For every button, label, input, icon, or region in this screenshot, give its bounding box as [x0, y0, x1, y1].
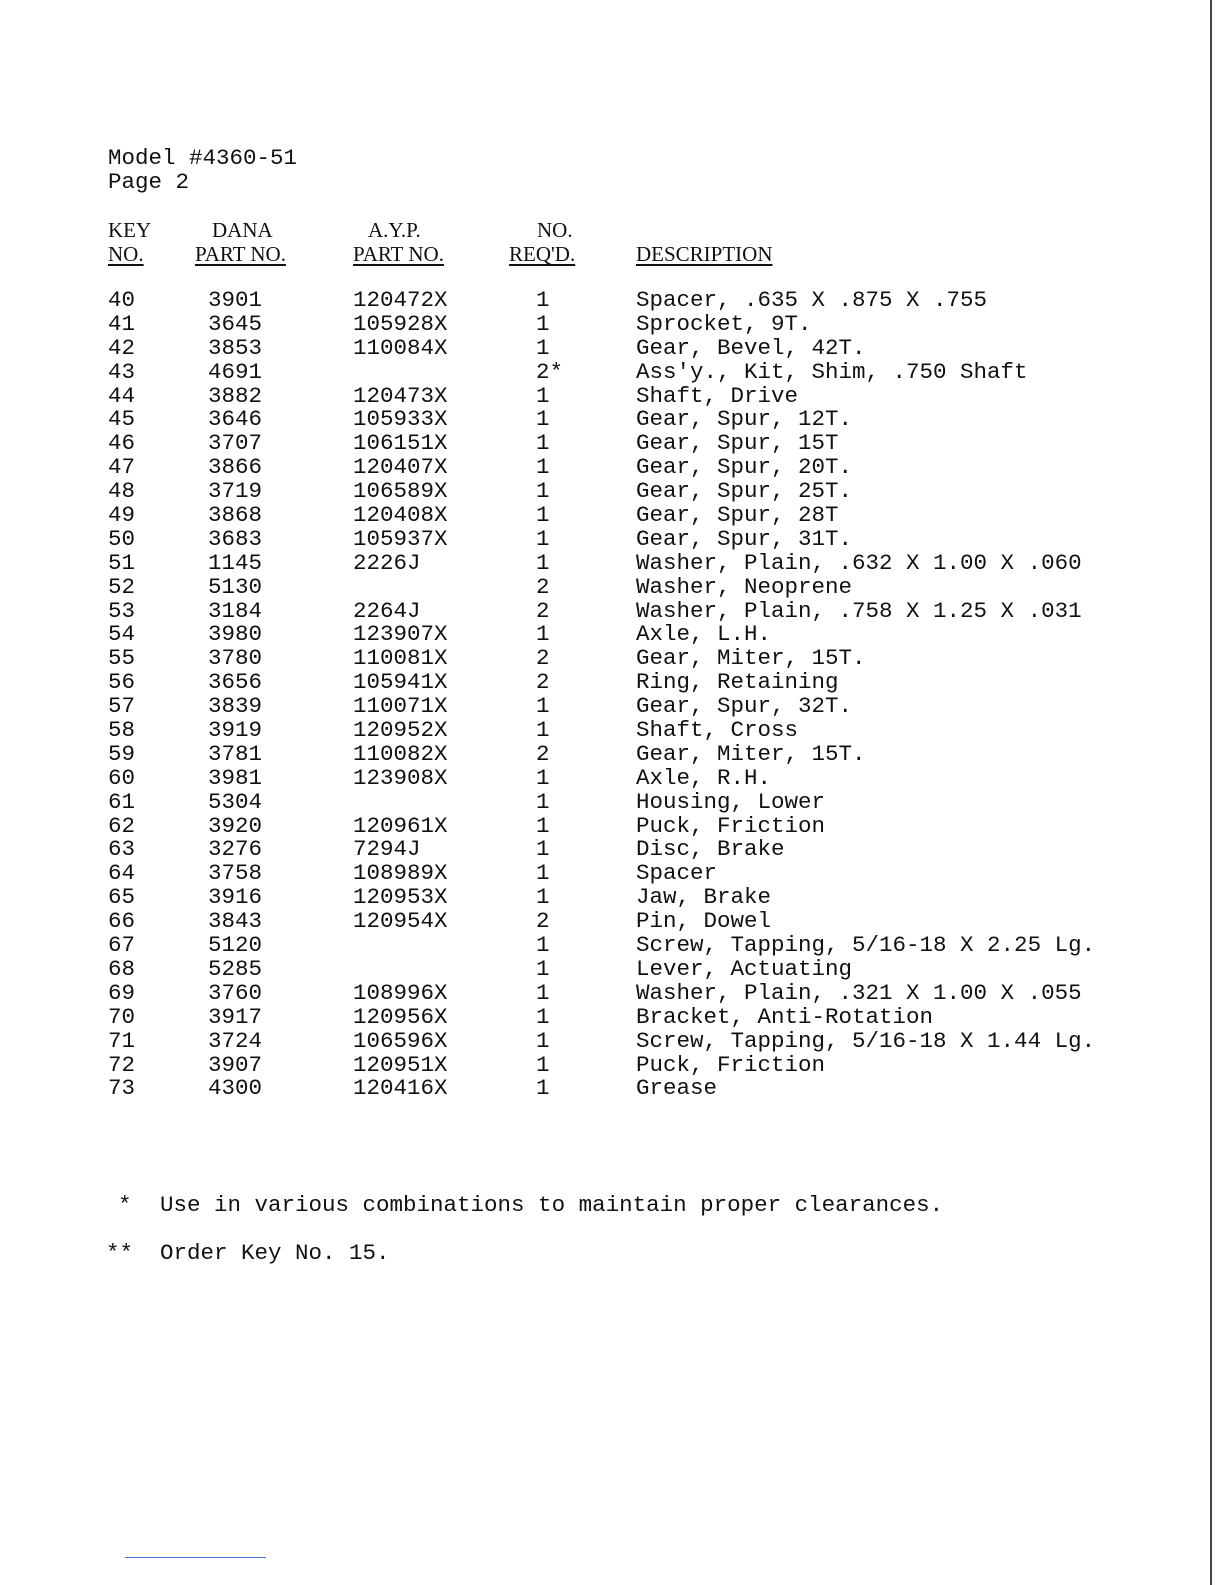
ayp-part-no-cell: 120408X	[353, 502, 448, 529]
table-row	[0, 1029, 1225, 1053]
qty-required-cell: 1	[536, 812, 550, 839]
key-no-cell: 44	[108, 382, 136, 409]
qty-required-cell: 1	[536, 1075, 550, 1102]
ayp-part-no-cell: 120407X	[353, 454, 448, 481]
qty-required-cell: 1	[536, 717, 550, 744]
key-no-cell: 46	[108, 430, 136, 457]
key-no-cell: 51	[108, 549, 136, 576]
key-no-cell: 60	[108, 764, 136, 791]
qty-required-cell: 1	[536, 1051, 550, 1078]
header-dana-line2: PART NO.	[195, 242, 286, 266]
dana-part-no-cell: 3184	[208, 597, 263, 624]
ayp-part-no-cell: 110082X	[353, 740, 448, 767]
key-no-cell: 68	[108, 955, 136, 982]
qty-required-cell: 1	[536, 764, 550, 791]
key-no-cell: 71	[108, 1027, 136, 1054]
ayp-part-no-cell: 120472X	[353, 287, 448, 313]
scan-mark-line	[125, 1557, 266, 1558]
qty-required-cell: 2*	[536, 358, 564, 385]
dana-part-no-cell: 3916	[208, 884, 263, 911]
dana-part-no-cell: 3882	[208, 382, 263, 409]
qty-required-cell: 1	[536, 693, 550, 720]
qty-required-cell: 1	[536, 549, 550, 576]
table-row	[0, 1005, 1225, 1029]
dana-part-no-cell: 4691	[208, 358, 263, 385]
table-row	[0, 336, 1225, 360]
description-cell: Ass'y., Kit, Shim, .750 Shaft	[636, 358, 1028, 385]
table-row	[0, 694, 1225, 718]
table-row	[0, 288, 1225, 312]
description-cell: Screw, Tapping, 5/16-18 X 2.25 Lg.	[636, 932, 1096, 959]
header-key-line1: KEY	[108, 218, 152, 242]
key-no-cell: 59	[108, 740, 136, 767]
ayp-part-no-cell: 123908X	[353, 764, 448, 791]
description-cell: Pin, Dowel	[636, 908, 772, 935]
qty-required-cell: 1	[536, 478, 550, 505]
ayp-part-no-cell: 2226J	[353, 549, 421, 576]
ayp-part-no-cell: 120416X	[353, 1075, 448, 1102]
table-row	[0, 622, 1225, 646]
key-no-cell: 66	[108, 908, 136, 935]
dana-part-no-cell: 3724	[208, 1027, 263, 1054]
header-ayp-line1: A.Y.P.	[368, 218, 421, 242]
description-cell: Gear, Miter, 15T.	[636, 645, 866, 672]
key-no-cell: 50	[108, 525, 136, 552]
description-cell: Sprocket, 9T.	[636, 310, 812, 337]
dana-part-no-cell: 3868	[208, 502, 263, 529]
description-cell: Jaw, Brake	[636, 884, 772, 911]
table-row	[0, 766, 1225, 790]
key-no-cell: 49	[108, 502, 136, 529]
table-row	[0, 861, 1225, 885]
key-no-cell: 45	[108, 406, 136, 433]
description-cell: Axle, R.H.	[636, 764, 772, 791]
dana-part-no-cell: 3917	[208, 1003, 263, 1030]
qty-required-cell: 2	[536, 908, 550, 935]
key-no-cell: 47	[108, 454, 136, 481]
header-req-line2: REQ'D.	[509, 242, 576, 266]
table-row	[0, 742, 1225, 766]
page-number: Page 2	[108, 169, 190, 195]
qty-required-cell: 1	[536, 884, 550, 911]
dana-part-no-cell: 3901	[208, 287, 263, 313]
description-cell: Gear, Spur, 25T.	[636, 478, 853, 505]
description-cell: Disc, Brake	[636, 836, 785, 863]
table-row	[0, 790, 1225, 814]
ayp-part-no-cell: 106151X	[353, 430, 448, 457]
ayp-part-no-cell: 120953X	[353, 884, 448, 911]
table-row	[0, 670, 1225, 694]
table-row	[0, 646, 1225, 670]
ayp-part-no-cell: 120954X	[353, 908, 448, 935]
ayp-part-no-cell: 120473X	[353, 382, 448, 409]
table-row	[0, 360, 1225, 384]
qty-required-cell: 1	[536, 502, 550, 529]
dana-part-no-cell: 5304	[208, 788, 263, 815]
key-no-cell: 40	[108, 287, 136, 313]
key-no-cell: 65	[108, 884, 136, 911]
header-key-line2: NO.	[108, 242, 144, 266]
ayp-part-no-cell: 105941X	[353, 669, 448, 696]
key-no-cell: 67	[108, 932, 136, 959]
key-no-cell: 42	[108, 334, 136, 361]
key-no-cell: 54	[108, 621, 136, 648]
description-cell: Bracket, Anti-Rotation	[636, 1003, 934, 1030]
description-cell: Gear, Miter, 15T.	[636, 740, 866, 767]
description-cell: Washer, Plain, .632 X 1.00 X .060	[636, 549, 1082, 576]
dana-part-no-cell: 3758	[208, 860, 263, 887]
ayp-part-no-cell: 120951X	[353, 1051, 448, 1078]
dana-part-no-cell: 5130	[208, 573, 263, 600]
footnote-mark: **	[106, 1240, 134, 1266]
model-number: Model #4360-51	[108, 145, 298, 171]
footnote-text: Order Key No. 15.	[160, 1240, 390, 1266]
ayp-part-no-cell: 123907X	[353, 621, 448, 648]
description-cell: Gear, Spur, 12T.	[636, 406, 853, 433]
dana-part-no-cell: 3839	[208, 693, 263, 720]
parts-table	[0, 288, 1225, 1100]
dana-part-no-cell: 3646	[208, 406, 263, 433]
qty-required-cell: 1	[536, 955, 550, 982]
table-row	[0, 551, 1225, 575]
ayp-part-no-cell: 110081X	[353, 645, 448, 672]
ayp-part-no-cell: 105933X	[353, 406, 448, 433]
dana-part-no-cell: 3656	[208, 669, 263, 696]
key-no-cell: 48	[108, 478, 136, 505]
qty-required-cell: 1	[536, 430, 550, 457]
table-row	[0, 1076, 1225, 1100]
qty-required-cell: 1	[536, 310, 550, 337]
description-cell: Spacer, .635 X .875 X .755	[636, 287, 988, 313]
key-no-cell: 41	[108, 310, 136, 337]
qty-required-cell: 2	[536, 597, 550, 624]
table-row	[0, 384, 1225, 408]
qty-required-cell: 1	[536, 382, 550, 409]
ayp-part-no-cell: 7294J	[353, 836, 421, 863]
dana-part-no-cell: 3719	[208, 478, 263, 505]
qty-required-cell: 2	[536, 573, 550, 600]
key-no-cell: 73	[108, 1075, 136, 1102]
key-no-cell: 61	[108, 788, 136, 815]
description-cell: Axle, L.H.	[636, 621, 772, 648]
qty-required-cell: 1	[536, 525, 550, 552]
header-req-line1: NO.	[537, 218, 573, 242]
table-row	[0, 718, 1225, 742]
table-row	[0, 837, 1225, 861]
header-description: DESCRIPTION	[636, 242, 773, 266]
description-cell: Washer, Plain, .758 X 1.25 X .031	[636, 597, 1082, 624]
dana-part-no-cell: 3645	[208, 310, 263, 337]
table-row	[0, 455, 1225, 479]
key-no-cell: 53	[108, 597, 136, 624]
description-cell: Spacer	[636, 860, 718, 887]
description-cell: Screw, Tapping, 5/16-18 X 1.44 Lg.	[636, 1027, 1096, 1054]
table-row	[0, 479, 1225, 503]
table-row	[0, 575, 1225, 599]
dana-part-no-cell: 3276	[208, 836, 263, 863]
ayp-part-no-cell: 120961X	[353, 812, 448, 839]
qty-required-cell: 1	[536, 454, 550, 481]
description-cell: Gear, Spur, 20T.	[636, 454, 853, 481]
key-no-cell: 72	[108, 1051, 136, 1078]
dana-part-no-cell: 3843	[208, 908, 263, 935]
key-no-cell: 58	[108, 717, 136, 744]
dana-part-no-cell: 3683	[208, 525, 263, 552]
description-cell: Washer, Neoprene	[636, 573, 853, 600]
description-cell: Housing, Lower	[636, 788, 826, 815]
dana-part-no-cell: 3980	[208, 621, 263, 648]
ayp-part-no-cell: 105937X	[353, 525, 448, 552]
ayp-part-no-cell: 106596X	[353, 1027, 448, 1054]
key-no-cell: 62	[108, 812, 136, 839]
description-cell: Lever, Actuating	[636, 955, 853, 982]
dana-part-no-cell: 3866	[208, 454, 263, 481]
table-row	[0, 431, 1225, 455]
qty-required-cell: 2	[536, 645, 550, 672]
key-no-cell: 56	[108, 669, 136, 696]
description-cell: Shaft, Cross	[636, 717, 799, 744]
table-row	[0, 407, 1225, 431]
table-row	[0, 909, 1225, 933]
description-cell: Puck, Friction	[636, 812, 826, 839]
dana-part-no-cell: 3781	[208, 740, 263, 767]
table-row	[0, 599, 1225, 623]
qty-required-cell: 1	[536, 932, 550, 959]
table-row	[0, 885, 1225, 909]
table-row	[0, 814, 1225, 838]
description-cell: Gear, Spur, 32T.	[636, 693, 853, 720]
description-cell: Gear, Spur, 31T.	[636, 525, 853, 552]
dana-part-no-cell: 5285	[208, 955, 263, 982]
dana-part-no-cell: 3919	[208, 717, 263, 744]
ayp-part-no-cell: 108996X	[353, 979, 448, 1006]
key-no-cell: 55	[108, 645, 136, 672]
qty-required-cell: 1	[536, 1027, 550, 1054]
qty-required-cell: 2	[536, 669, 550, 696]
description-cell: Gear, Bevel, 42T.	[636, 334, 866, 361]
qty-required-cell: 2	[536, 740, 550, 767]
dana-part-no-cell: 3760	[208, 979, 263, 1006]
dana-part-no-cell: 3707	[208, 430, 263, 457]
qty-required-cell: 1	[536, 1003, 550, 1030]
dana-part-no-cell: 5120	[208, 932, 263, 959]
ayp-part-no-cell: 110084X	[353, 334, 448, 361]
ayp-part-no-cell: 2264J	[353, 597, 421, 624]
dana-part-no-cell: 3853	[208, 334, 263, 361]
key-no-cell: 69	[108, 979, 136, 1006]
table-row	[0, 1053, 1225, 1077]
description-cell: Puck, Friction	[636, 1051, 826, 1078]
description-cell: Washer, Plain, .321 X 1.00 X .055	[636, 979, 1082, 1006]
description-cell: Grease	[636, 1075, 718, 1102]
dana-part-no-cell: 4300	[208, 1075, 263, 1102]
ayp-part-no-cell: 120952X	[353, 717, 448, 744]
header-dana-line1: DANA	[212, 218, 273, 242]
description-cell: Gear, Spur, 15T	[636, 430, 839, 457]
qty-required-cell: 1	[536, 621, 550, 648]
key-no-cell: 70	[108, 1003, 136, 1030]
ayp-part-no-cell: 108989X	[353, 860, 448, 887]
qty-required-cell: 1	[536, 287, 550, 313]
table-row	[0, 957, 1225, 981]
key-no-cell: 43	[108, 358, 136, 385]
dana-part-no-cell: 1145	[208, 549, 263, 576]
ayp-part-no-cell: 106589X	[353, 478, 448, 505]
table-row	[0, 527, 1225, 551]
key-no-cell: 57	[108, 693, 136, 720]
footnote-text: Use in various combinations to maintain proper clearances.	[160, 1192, 944, 1218]
qty-required-cell: 1	[536, 334, 550, 361]
table-row	[0, 933, 1225, 957]
key-no-cell: 52	[108, 573, 136, 600]
qty-required-cell: 1	[536, 788, 550, 815]
ayp-part-no-cell: 110071X	[353, 693, 448, 720]
key-no-cell: 63	[108, 836, 136, 863]
header-ayp-line2: PART NO.	[353, 242, 444, 266]
qty-required-cell: 1	[536, 860, 550, 887]
ayp-part-no-cell: 120956X	[353, 1003, 448, 1030]
table-row	[0, 981, 1225, 1005]
dana-part-no-cell: 3920	[208, 812, 263, 839]
qty-required-cell: 1	[536, 979, 550, 1006]
description-cell: Gear, Spur, 28T	[636, 502, 839, 529]
dana-part-no-cell: 3981	[208, 764, 263, 791]
description-cell: Ring, Retaining	[636, 669, 839, 696]
dana-part-no-cell: 3780	[208, 645, 263, 672]
dana-part-no-cell: 3907	[208, 1051, 263, 1078]
ayp-part-no-cell: 105928X	[353, 310, 448, 337]
qty-required-cell: 1	[536, 836, 550, 863]
table-row	[0, 312, 1225, 336]
table-row	[0, 503, 1225, 527]
footnote-mark: *	[118, 1192, 132, 1218]
key-no-cell: 64	[108, 860, 136, 887]
description-cell: Shaft, Drive	[636, 382, 799, 409]
qty-required-cell: 1	[536, 406, 550, 433]
